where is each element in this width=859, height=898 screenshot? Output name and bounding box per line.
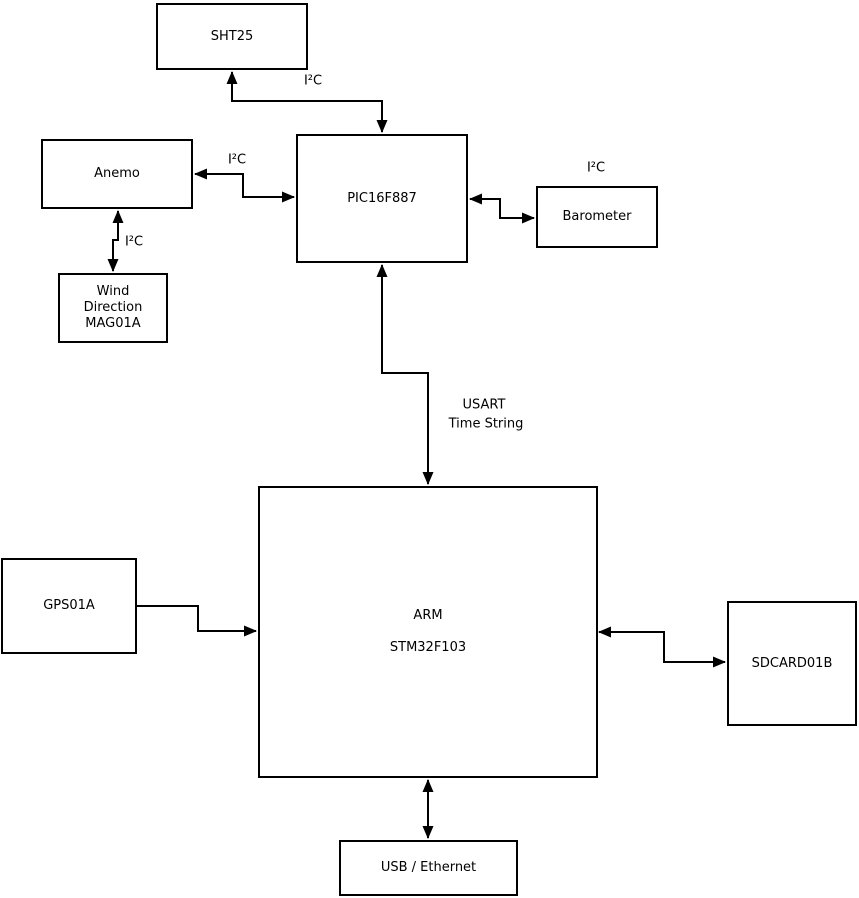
node-usb-ethernet-label: USB / Ethernet bbox=[380, 860, 477, 875]
node-anemo-label: Anemo bbox=[94, 166, 140, 181]
edge-label-i2c-anemo: I²C bbox=[227, 152, 247, 168]
node-gps01a bbox=[1, 558, 137, 654]
node-wind-direction-label-line1: Wind bbox=[96, 284, 130, 299]
node-wind-direction-label-line3: MAG01A bbox=[85, 316, 141, 331]
edge-pic-arm-usart bbox=[382, 265, 428, 484]
node-arm-label-line1: ARM bbox=[413, 608, 443, 623]
edge-anemo-wind-direction bbox=[113, 211, 118, 271]
node-barometer bbox=[536, 186, 658, 248]
edge-label-i2c-barometer: I²C bbox=[586, 160, 606, 176]
node-pic16f887 bbox=[296, 134, 468, 263]
node-gps01a-label: GPS01A bbox=[43, 598, 95, 613]
edge-pic-anemo bbox=[195, 174, 294, 197]
edge-label-usart: USART bbox=[462, 397, 506, 413]
node-arm-label-line2: STM32F103 bbox=[389, 640, 467, 655]
edge-pic-barometer bbox=[470, 199, 534, 218]
node-barometer-label: Barometer bbox=[562, 209, 632, 224]
edge-gps-arm bbox=[137, 606, 256, 631]
node-wind-direction bbox=[58, 273, 168, 343]
node-usb-ethernet bbox=[339, 840, 518, 896]
node-sdcard01b-label: SDCARD01B bbox=[751, 655, 833, 671]
node-wind-direction-label-line2: Direction bbox=[83, 300, 143, 315]
node-pic16f887-label: PIC16F887 bbox=[347, 190, 417, 206]
edge-label-time-string: Time String bbox=[448, 416, 524, 432]
edge-label-i2c-sht25: I²C bbox=[303, 73, 323, 89]
edge-label-i2c-wind: I²C bbox=[124, 234, 144, 250]
node-sdcard01b bbox=[727, 601, 857, 726]
node-arm-stm32f103 bbox=[258, 486, 598, 778]
node-anemo bbox=[41, 139, 193, 209]
edge-arm-sdcard bbox=[599, 632, 725, 662]
node-sht25 bbox=[156, 3, 308, 70]
node-sht25-label: SHT25 bbox=[210, 28, 254, 44]
